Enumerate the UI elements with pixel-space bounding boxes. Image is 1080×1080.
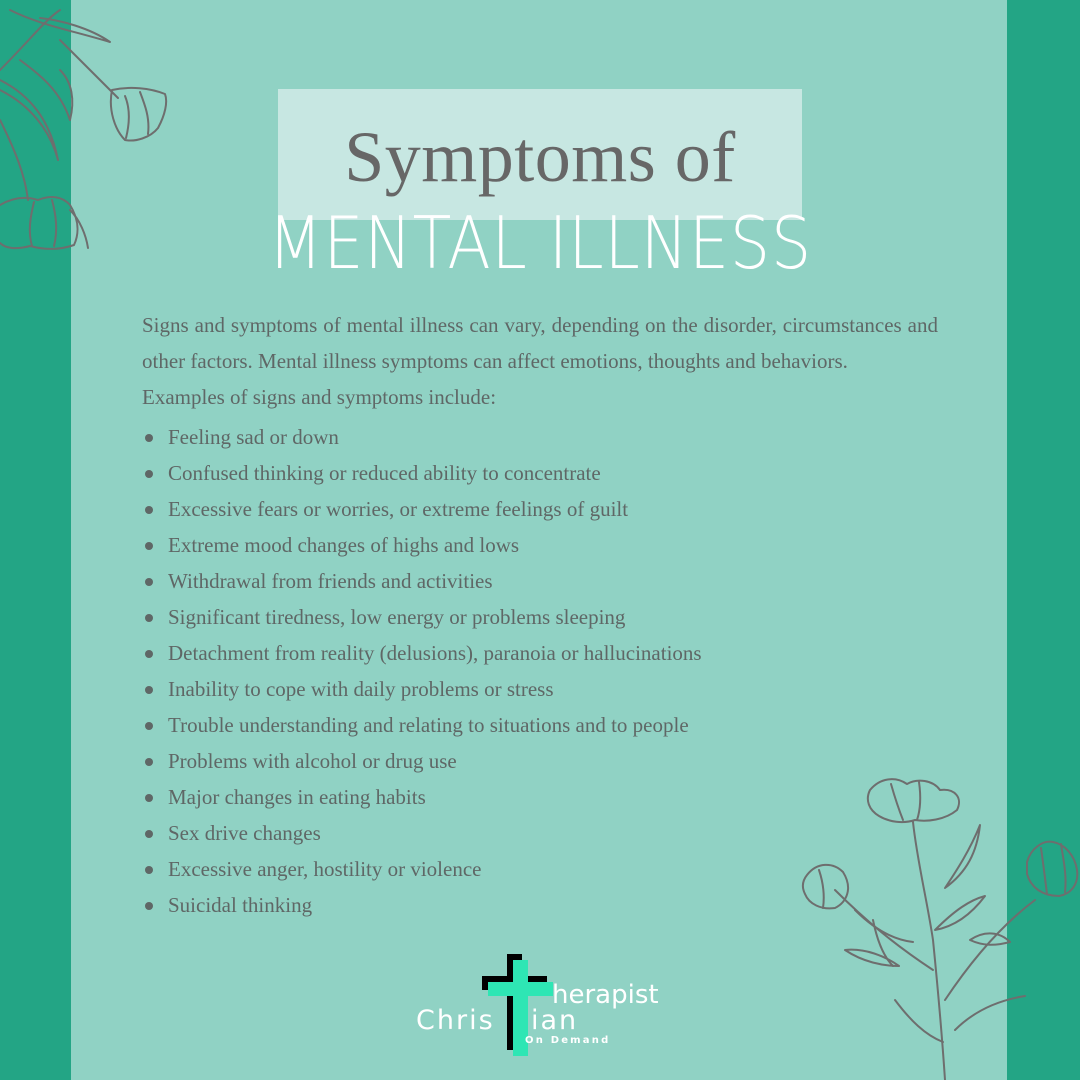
christian-therapist-logo — [412, 946, 672, 1058]
bullet-icon — [145, 722, 153, 730]
title-line-1: Symptoms of — [344, 117, 736, 197]
symptom-list-item — [142, 851, 938, 887]
symptom-list-item — [142, 779, 938, 815]
bullet-icon — [145, 470, 153, 478]
symptom-text: Extreme mood changes of highs and lows — [168, 533, 520, 557]
bullet-icon — [145, 542, 153, 550]
symptom-list-item — [142, 743, 938, 779]
bullet-icon — [145, 434, 153, 442]
symptom-text: Excessive anger, hostility or violence — [168, 857, 482, 881]
bullet-icon — [145, 650, 153, 658]
bullet-icon — [145, 578, 153, 586]
symptom-text: Confused thinking or reduced ability to concentrate — [168, 461, 601, 485]
symptom-text: Inability to cope with daily problems or stress — [168, 677, 554, 701]
bullet-icon — [145, 830, 153, 838]
symptom-list-item — [142, 815, 938, 851]
logo-word-christ: Chris — [416, 1005, 495, 1036]
logo-word-therapist: herapist — [552, 980, 659, 1010]
symptom-list — [142, 419, 938, 923]
symptom-list-item — [142, 707, 938, 743]
symptom-list-item — [142, 455, 938, 491]
symptom-list-item — [142, 671, 938, 707]
symptom-text: Suicidal thinking — [168, 893, 313, 917]
logo-word-ian: ian — [531, 1005, 579, 1036]
symptom-text: Detachment from reality (delusions), paranoia or hallucinations — [168, 641, 702, 665]
symptom-text: Sex drive changes — [168, 821, 321, 845]
bullet-icon — [145, 506, 153, 514]
symptom-text: Trouble understanding and relating to situations and to people — [168, 713, 689, 737]
bullet-icon — [145, 866, 153, 874]
bullet-icon — [145, 794, 153, 802]
symptom-list-item — [142, 419, 938, 455]
symptom-text: Feeling sad or down — [168, 425, 339, 449]
symptom-list-item — [142, 563, 938, 599]
symptom-text: Significant tiredness, low energy or problems sleeping — [168, 605, 626, 629]
bullet-icon — [145, 686, 153, 694]
symptom-list-item — [142, 491, 938, 527]
bullet-icon — [145, 614, 153, 622]
symptom-text: Excessive fears or worries, or extreme feelings of guilt — [168, 497, 629, 521]
symptom-list-item — [142, 527, 938, 563]
title-line-2: MENTAL ILLNESS — [267, 201, 813, 285]
bullet-icon — [145, 758, 153, 766]
symptom-list-item — [142, 887, 938, 923]
symptom-list-item — [142, 599, 938, 635]
examples-label: Examples of signs and symptoms include: — [142, 385, 497, 409]
logo-tagline: On Demand — [525, 1035, 611, 1046]
body-content — [142, 307, 938, 923]
symptom-text: Withdrawal from friends and activities — [168, 569, 493, 593]
symptom-list-item — [142, 635, 938, 671]
symptom-text: Problems with alcohol or drug use — [168, 749, 457, 773]
bullet-icon — [145, 902, 153, 910]
intro-paragraph: Signs and symptoms of mental illness can vary, depending on the disorder, circumstances and other factors. Mental illness symptoms can affect emotions, thoughts and behaviors. — [142, 313, 938, 373]
symptom-text: Major changes in eating habits — [168, 785, 426, 809]
